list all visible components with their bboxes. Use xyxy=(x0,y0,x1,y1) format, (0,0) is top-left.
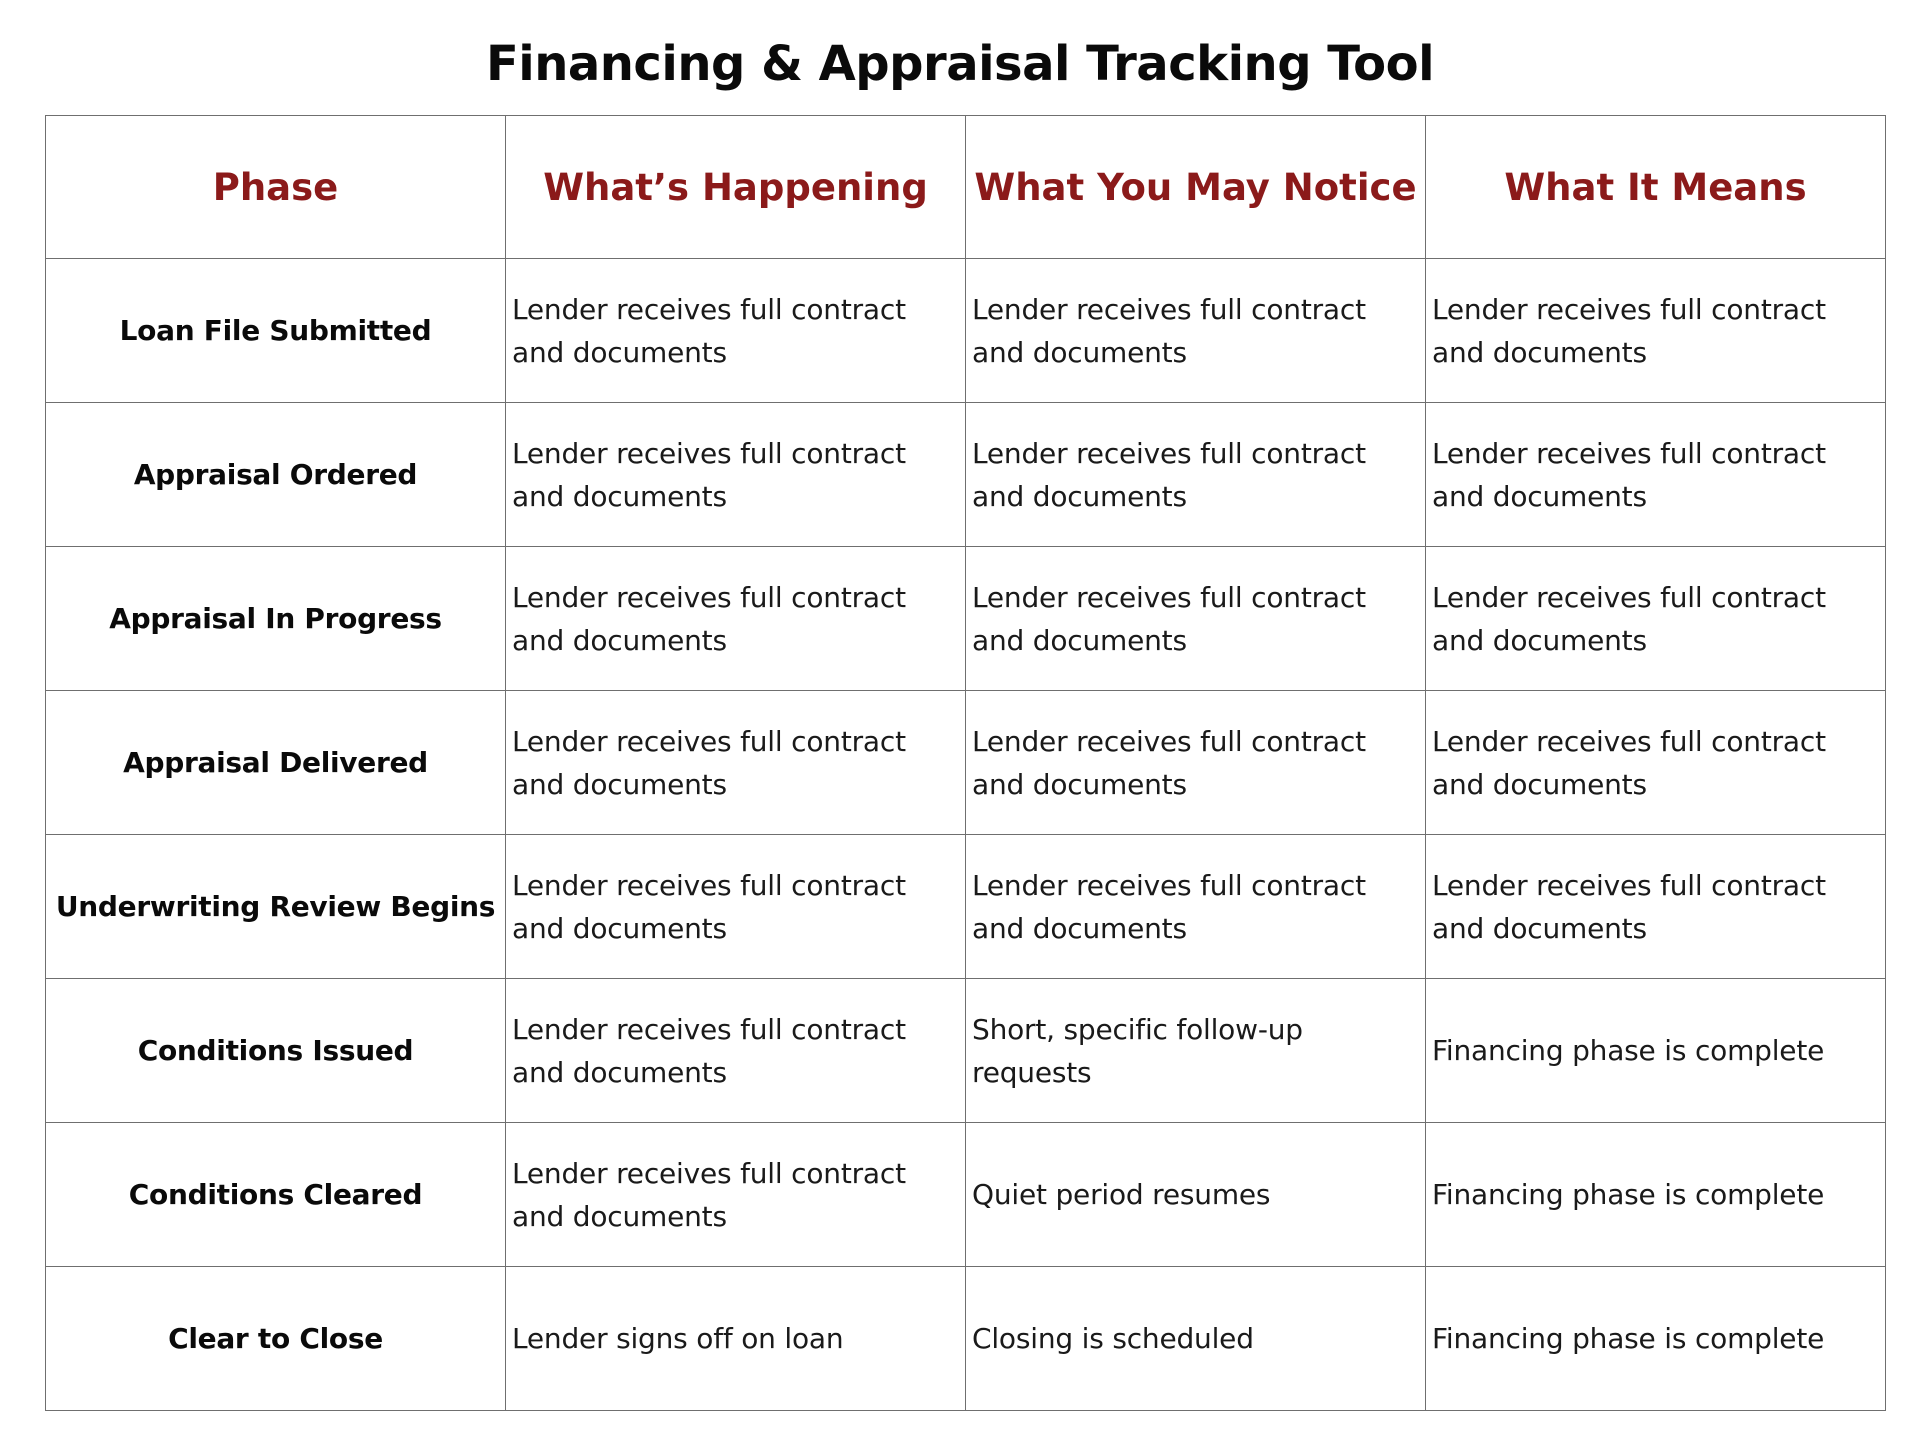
means-cell: Financing phase is complete xyxy=(1426,979,1886,1123)
notice-cell: Lender receives full contract and documents xyxy=(966,403,1426,547)
means-cell: Financing phase is complete xyxy=(1426,1123,1886,1267)
happening-cell: Lender receives full contract and documents xyxy=(506,979,966,1123)
happening-cell: Lender receives full contract and documents xyxy=(506,835,966,979)
phase-cell: Appraisal Delivered xyxy=(46,691,506,835)
table-row xyxy=(46,979,1886,1123)
table-row xyxy=(46,1267,1886,1411)
means-cell: Financing phase is complete xyxy=(1426,1267,1886,1411)
notice-cell: Lender receives full contract and documents xyxy=(966,547,1426,691)
phase-cell: Loan File Submitted xyxy=(46,259,506,403)
means-cell: Lender receives full contract and documents xyxy=(1426,691,1886,835)
table-row xyxy=(46,547,1886,691)
phase-cell: Underwriting Review Begins xyxy=(46,835,506,979)
happening-cell: Lender signs off on loan xyxy=(506,1267,966,1411)
phase-cell: Clear to Close xyxy=(46,1267,506,1411)
table-row xyxy=(46,691,1886,835)
phase-cell: Conditions Issued xyxy=(46,979,506,1123)
column-header-whats-happening: What’s Happening xyxy=(506,116,966,259)
table-row xyxy=(46,403,1886,547)
notice-cell: Lender receives full contract and documents xyxy=(966,835,1426,979)
column-header-what-you-may-notice: What You May Notice xyxy=(966,116,1426,259)
tracking-table xyxy=(45,115,1886,1411)
page-title: Financing & Appraisal Tracking Tool xyxy=(485,36,1435,92)
table-row xyxy=(46,835,1886,979)
means-cell: Lender receives full contract and documents xyxy=(1426,403,1886,547)
phase-cell: Appraisal In Progress xyxy=(46,547,506,691)
notice-cell: Short, specific follow-up requests xyxy=(966,979,1426,1123)
means-cell: Lender receives full contract and documents xyxy=(1426,259,1886,403)
happening-cell: Lender receives full contract and documents xyxy=(506,259,966,403)
notice-cell: Lender receives full contract and documents xyxy=(966,259,1426,403)
notice-cell: Quiet period resumes xyxy=(966,1123,1426,1267)
happening-cell: Lender receives full contract and documents xyxy=(506,1123,966,1267)
table-row xyxy=(46,1123,1886,1267)
means-cell: Lender receives full contract and documents xyxy=(1426,547,1886,691)
happening-cell: Lender receives full contract and documents xyxy=(506,691,966,835)
table-row xyxy=(46,259,1886,403)
means-cell: Lender receives full contract and documents xyxy=(1426,835,1886,979)
column-header-what-it-means: What It Means xyxy=(1426,116,1886,259)
happening-cell: Lender receives full contract and documents xyxy=(506,547,966,691)
notice-cell: Closing is scheduled xyxy=(966,1267,1426,1411)
table-header-row xyxy=(46,116,1886,259)
notice-cell: Lender receives full contract and documents xyxy=(966,691,1426,835)
phase-cell: Conditions Cleared xyxy=(46,1123,506,1267)
column-header-phase: Phase xyxy=(46,116,506,259)
happening-cell: Lender receives full contract and documents xyxy=(506,403,966,547)
phase-cell: Appraisal Ordered xyxy=(46,403,506,547)
